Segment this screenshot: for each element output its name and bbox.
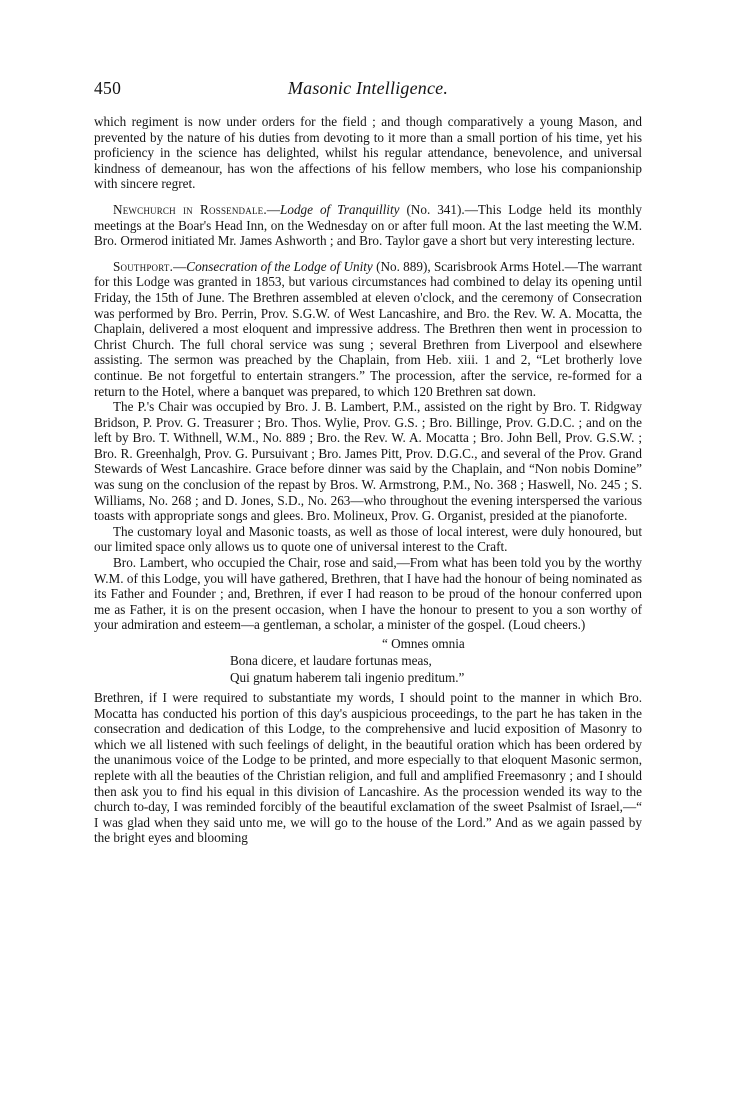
paragraph-southport-text: (No. 889), Scarisbrook Arms Hotel.—The warrant for this Lodge was granted in 1853, but various circumstances had combined to delay its opening until Friday, the 15th of June. The Brethren assembled at eleven o'clock, and the ceremony of Consecration was performed by Bro. Perrin, Prov. S.G.W. of West Lancashire, and Bro. the Rev. W. A. Mocatta, the Chaplain, delivered a most eloquent and impressive address. The Brethren then went in procession to Christ Church. The full choral service was sung ; several Brethren from Liverpool and elsewhere assisting. The sermon was preached by the Chaplain, from Heb. xiii. 1 and 2, “Let brotherly love continue. Be not forgetful to entertain strangers.” The procession, after the service, re-formed for a return to the Hotel, where a banquet was prepared, to which 120 Brethren sat down. (94, 258, 642, 399)
verse-line-3: Qui gnatum haberem tali ingenio preditum.” (230, 670, 465, 685)
document-page (94, 78, 642, 846)
paragraph-lambert-speech: Bro. Lambert, who occupied the Chair, rose and said,—From what has been told you by the worthy W.M. of this Lodge, you will have gathered, Brethren, that I have had the honour of being nominated as its Father and Founder ; and, Brethren, if ever I had reason to be proud of the honour conferred upon me as Father, it is on the present occasion, when I have the honour to present to you a son worthy of your admiration and esteem—a gentleman, a scholar, a minister of the gospel. (Loud cheers.) (94, 555, 642, 633)
page-number: 450 (94, 78, 122, 98)
lodge-name-unity: Consecration of the Lodge of Unity (186, 258, 373, 274)
paragraph-toasts: The customary loyal and Masonic toasts, as well as those of local interest, were duly honoured, but our limited space only allows us to quote one of universal interest to the Craft. (94, 523, 642, 555)
place-heading-southport: Southport. (113, 258, 174, 274)
heading-dash: — (266, 201, 281, 217)
heading-dash: — (173, 258, 187, 274)
verse-line-2: Bona dicere, et laudare fortunas meas, (230, 653, 432, 668)
lodge-name-tranquillity: Lodge of Tranquillity (280, 201, 400, 217)
latin-verse (94, 635, 642, 686)
paragraph-newchurch-text: (No. 341).—This Lodge held its monthly meetings at the Boar's Head Inn, on the Wednesday on or after full moon. At the last meeting the W.M. Bro. Ormerod initiated Mr. James Ashworth ; and Bro. Taylor gave a short but very interesting lecture. (94, 201, 642, 249)
paragraph-chair: The P.'s Chair was occupied by Bro. J. B. Lambert, P.M., assisted on the right by Bro. T. Ridgway Bridson, P. Prov. G. Treasurer ; Bro. Thos. Wylie, Prov. G.S. ; Bro. Billinge, Prov. G.D.C. ; and on the left by Bro. T. Withnell, W.M., No. 889 ; Bro. the Rev. W. A. Mocatta ; Bro. John Bell, Prov. G.S.W. ; Bro. R. Greenhalgh, Prov. G. Pursuivant ; Bro. James Pitt, Prov. D.G.C., and several of the Prov. Grand Stewards of West Lancashire. Grace before dinner was said by the Chaplain, and “Non nobis Domine” was sung on the conclusion of the repast by Bros. W. Armstrong, P.M., No. 368 ; Haswell, No. 245 ; S. Williams, No. 268 ; and D. Jones, S.D., No. 263—who throughout the evening interspersed the various toasts with appropriate songs and glees. Bro. Molineux, Prov. G. Organist, presided at the pianoforte. (94, 399, 642, 524)
verse-line-1: “ Omnes omnia (382, 636, 465, 651)
paragraph-southport (94, 259, 642, 399)
paragraph-regiment: which regiment is now under orders for the field ; and though comparatively a young Mason, and prevented by the nature of his duties from devoting to it more than a small portion of his time, yet his proficiency in the science has delighted, whilst his regular attendance, benevolence, and universal kindness of demeanour, has won the affections of his fellow members, who lose his companionship with sincere regret. (94, 114, 642, 192)
paragraph-brethren: Brethren, if I were required to substantiate my words, I should point to the manner in which Bro. Mocatta has conducted his portion of this day's auspicious proceedings, to the part he has taken in the consecration and dedication of this Lodge, to the comprehensive and lucid exposition of Masonry to which we all listened with such feelings of delight, in the beautiful oration which has been ordered by the unanimous voice of the Lodge to be printed, and more especially to that eloquent Masonic sermon, replete with all the beauties of the Christian religion, and full and amplified Freemasonry ; and I should then ask you to find his equal in this division of Lancashire. As the procession wended its way to the church to-day, I was reminded forcibly of the beautiful exclamation of the sweet Psalmist of Israel,—“ I was glad when they said unto me, we will go to the house of the Lord.” And as we again passed by the bright eyes and blooming (94, 690, 642, 846)
article-body (94, 114, 642, 846)
place-heading-newchurch: Newchurch in Rossendale. (113, 201, 267, 217)
running-head (94, 78, 642, 104)
running-title: Masonic Intelligence. (287, 78, 449, 98)
paragraph-newchurch (94, 202, 642, 249)
